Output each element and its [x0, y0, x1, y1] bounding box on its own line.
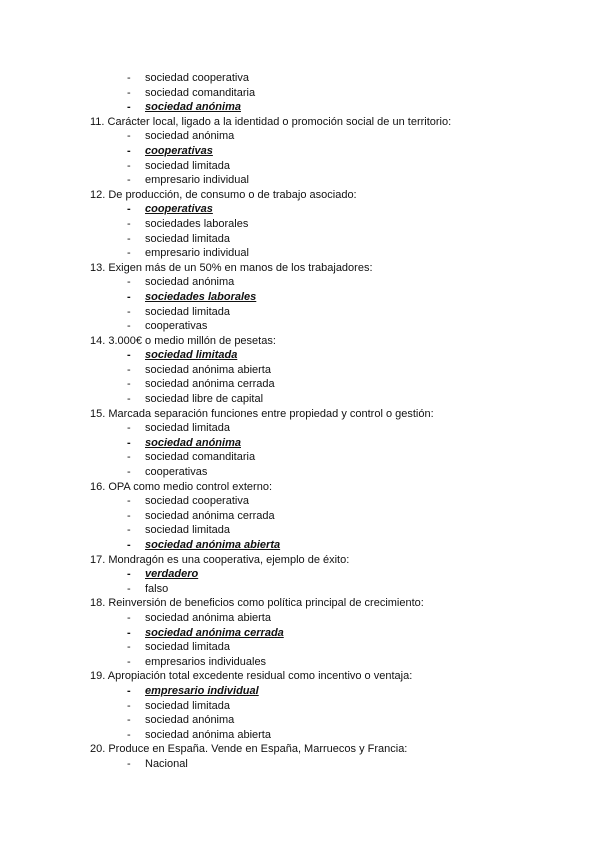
answer-option	[90, 392, 570, 407]
option-label: empresario individual	[145, 684, 259, 697]
option-label: sociedad anónima	[145, 130, 235, 143]
option-label: sociedad anónima abierta	[145, 539, 281, 551]
list-dash-marker: -	[127, 611, 131, 624]
option-label: empresarios individuales	[145, 655, 267, 668]
option-label: verdadero	[145, 568, 199, 581]
list-dash-marker: -	[127, 539, 131, 551]
list-dash-marker: -	[127, 466, 131, 479]
answer-option	[90, 71, 570, 86]
option-label: sociedad anónima	[145, 714, 235, 727]
question-text: 17. Mondragón es una cooperativa, ejemplo de éxito:	[90, 553, 350, 566]
question-text: 19. Apropiación total excedente residual como incentivo o ventaja:	[90, 670, 413, 683]
list-dash-marker: -	[127, 72, 131, 84]
option-label: falso	[145, 582, 169, 595]
list-dash-marker: -	[127, 349, 131, 362]
option-label: sociedad limitada	[145, 422, 230, 435]
question-text: 18. Reinversión de beneficios como política principal de crecimiento:	[90, 597, 424, 610]
option-label: sociedad anónima	[145, 276, 235, 289]
question-text: 14. 3.000€ o medio millón de pesetas:	[90, 334, 276, 347]
list-dash-marker: -	[127, 495, 131, 508]
option-label: sociedad limitada	[145, 524, 230, 537]
answer-option	[90, 86, 570, 101]
list-dash-marker: -	[127, 101, 131, 114]
option-label: cooperativas	[145, 320, 208, 333]
answer-option-correct	[90, 684, 570, 699]
list-dash-marker: -	[127, 320, 131, 333]
list-dash-marker: -	[127, 174, 131, 187]
option-label: sociedades laborales	[145, 217, 249, 230]
list-dash-marker: -	[127, 568, 131, 581]
answer-option	[90, 363, 570, 378]
answer-option-correct	[90, 567, 570, 582]
list-dash-marker: -	[127, 203, 131, 216]
option-label: sociedad limitada	[145, 305, 230, 318]
question-text: 12. De producción, de consumo o de trabajo asociado:	[90, 188, 357, 201]
question-text: 11. Carácter local, ligado a la identidad o promoción social de un territorio:	[90, 115, 452, 128]
option-label: sociedad anónima	[145, 101, 241, 114]
list-dash-marker: -	[127, 393, 131, 406]
answer-option	[90, 232, 570, 247]
list-dash-marker: -	[127, 159, 131, 172]
answer-option	[90, 640, 570, 655]
list-dash-marker: -	[127, 378, 131, 391]
answer-option	[90, 129, 570, 144]
question-text: 15. Marcada separación funciones entre propiedad y control o gestión:	[90, 407, 434, 420]
list-dash-marker: -	[127, 684, 131, 697]
answer-option	[90, 465, 570, 480]
option-label: Nacional	[145, 757, 188, 770]
option-label: sociedad anónima abierta	[145, 611, 271, 624]
question-text: 16. OPA como medio control externo:	[90, 480, 272, 493]
option-label: cooperativas	[145, 144, 213, 157]
list-dash-marker: -	[127, 363, 131, 376]
option-label: sociedad limitada	[145, 159, 230, 172]
answer-option	[90, 275, 570, 290]
quiz-content	[90, 71, 570, 772]
option-label: sociedad cooperativa	[145, 495, 249, 508]
list-dash-marker: -	[127, 217, 131, 230]
option-label: sociedad limitada	[145, 641, 230, 654]
list-dash-marker: -	[127, 757, 131, 770]
answer-option	[90, 509, 570, 524]
question-text: 13. Exigen más de un 50% en manos de los trabajadores:	[90, 261, 373, 274]
option-label: sociedad limitada	[145, 232, 230, 245]
answer-option-correct	[90, 436, 570, 451]
list-dash-marker: -	[127, 276, 131, 289]
list-dash-marker: -	[127, 436, 131, 449]
answer-option	[90, 523, 570, 538]
answer-option-correct	[90, 348, 570, 363]
option-label: sociedad anónima abierta	[145, 363, 271, 376]
list-dash-marker: -	[127, 728, 131, 741]
answer-option	[90, 246, 570, 261]
answer-option-correct	[90, 144, 570, 159]
answer-option	[90, 655, 570, 670]
list-dash-marker: -	[127, 422, 131, 435]
answer-option-correct	[90, 202, 570, 217]
option-label: sociedad anónima cerrada	[145, 626, 284, 639]
list-dash-marker: -	[127, 714, 131, 727]
answer-option	[90, 305, 570, 320]
list-dash-marker: -	[127, 144, 131, 157]
answer-option	[90, 450, 570, 465]
answer-option	[90, 611, 570, 626]
answer-option-correct	[90, 538, 570, 553]
option-label: sociedad anónima	[145, 436, 241, 449]
answer-option	[90, 728, 570, 743]
answer-option	[90, 713, 570, 728]
list-dash-marker: -	[127, 305, 131, 318]
answer-option	[90, 319, 570, 334]
answer-option	[90, 421, 570, 436]
option-label: empresario individual	[145, 247, 249, 260]
option-label: sociedad comanditaria	[145, 86, 256, 99]
list-dash-marker: -	[127, 699, 131, 712]
option-label: cooperativas	[145, 203, 213, 216]
answer-option	[90, 217, 570, 232]
answer-option	[90, 377, 570, 392]
option-label: sociedad anónima cerrada	[145, 378, 275, 391]
answer-option-correct	[90, 290, 570, 305]
option-label: sociedad cooperativa	[145, 72, 249, 84]
answer-option	[90, 582, 570, 597]
list-dash-marker: -	[127, 626, 131, 639]
answer-option	[90, 757, 570, 772]
option-label: sociedad anónima cerrada	[145, 509, 275, 522]
answer-option	[90, 494, 570, 509]
answer-option	[90, 173, 570, 188]
list-dash-marker: -	[127, 451, 131, 464]
answer-option-correct	[90, 100, 570, 115]
option-label: sociedades laborales	[145, 290, 257, 303]
list-dash-marker: -	[127, 290, 131, 303]
list-dash-marker: -	[127, 509, 131, 522]
option-label: empresario individual	[145, 174, 249, 187]
list-dash-marker: -	[127, 232, 131, 245]
option-label: sociedad anónima abierta	[145, 728, 271, 741]
list-dash-marker: -	[127, 130, 131, 143]
option-label: sociedad limitada	[145, 699, 230, 712]
answer-option	[90, 699, 570, 714]
answer-option-correct	[90, 626, 570, 641]
list-dash-marker: -	[127, 247, 131, 260]
option-label: cooperativas	[145, 466, 208, 479]
list-dash-marker: -	[127, 582, 131, 595]
list-dash-marker: -	[127, 86, 131, 99]
question-text: 20. Produce en España. Vende en España, Marruecos y Francia:	[90, 743, 408, 756]
option-label: sociedad libre de capital	[145, 393, 264, 406]
answer-option	[90, 159, 570, 174]
option-label: sociedad comanditaria	[145, 451, 256, 464]
list-dash-marker: -	[127, 524, 131, 537]
list-dash-marker: -	[127, 641, 131, 654]
list-dash-marker: -	[127, 655, 131, 668]
option-label: sociedad limitada	[145, 349, 238, 362]
